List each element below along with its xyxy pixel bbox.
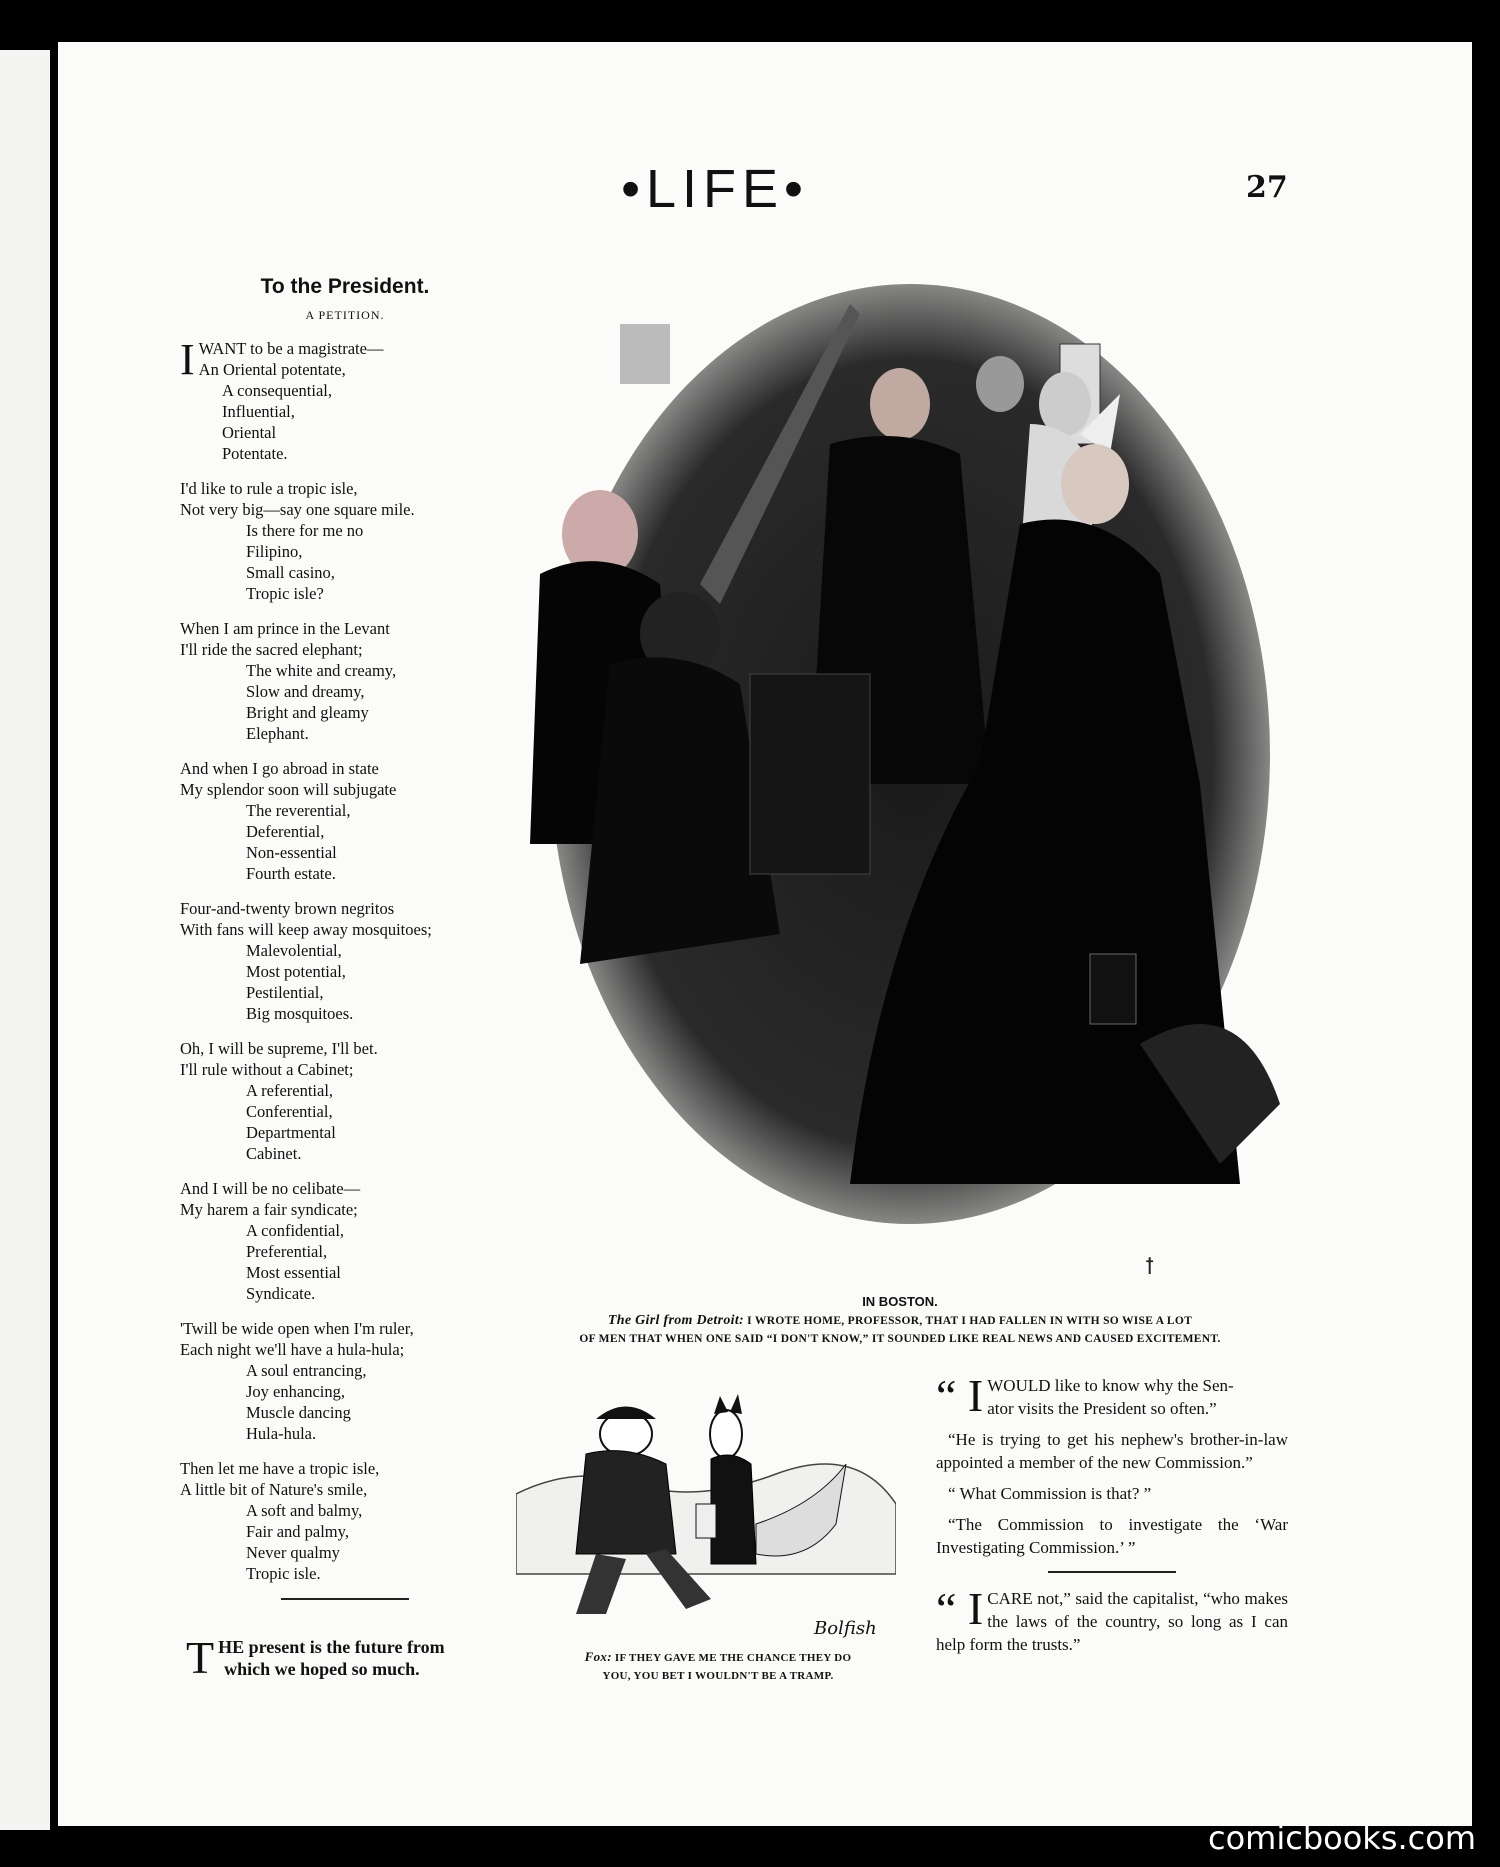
- poem-line: Tropic isle?: [246, 584, 324, 603]
- poem-line: Big mosquitoes.: [246, 1004, 354, 1023]
- caption-line: YOU, YOU BET I WOULDN'T BE A TRAMP.: [602, 1670, 834, 1682]
- poem-line: Elephant.: [246, 724, 309, 743]
- masthead: •LIFE•: [621, 159, 809, 219]
- standing-man-head: [870, 368, 930, 440]
- divider-rule: [1048, 1571, 1176, 1573]
- poem-title: To the President.: [260, 275, 430, 298]
- poem-line: Malevolential,: [246, 941, 342, 960]
- poem-line: Hula-hula.: [246, 1424, 317, 1443]
- caption-line: IF THEY GAVE ME THE CHANCE THEY DO: [614, 1652, 852, 1664]
- illustration-fox-and-tramp: [516, 1374, 896, 1644]
- poem-line: A confidential,: [246, 1221, 345, 1240]
- joke-capitalist: [936, 1583, 1288, 1656]
- poem-line: Each night we'll have a hula-hula;: [180, 1340, 405, 1359]
- poem-line: A consequential,: [222, 381, 332, 400]
- site-watermark: comicbooks.com: [1207, 1819, 1476, 1857]
- poem-line: I'll ride the sacred elephant;: [180, 640, 363, 659]
- poem-line: Not very big—say one square mile.: [180, 500, 415, 519]
- poem-line: My splendor soon will subjugate: [180, 780, 397, 799]
- poem-line: Tropic isle.: [246, 1564, 321, 1583]
- poem-line: I'll rule without a Cabinet;: [180, 1060, 354, 1079]
- poem-line: Influential,: [222, 402, 295, 421]
- poem-line: I'd like to rule a tropic isle,: [180, 479, 358, 498]
- poem-line: And when I go abroad in state: [180, 759, 379, 778]
- poem-line: Never qualmy: [246, 1543, 340, 1562]
- drop-cap: “ I: [936, 1583, 984, 1634]
- joke-line: ator visits the President so often.”: [987, 1399, 1217, 1418]
- jokes-column: [936, 1370, 1288, 1664]
- poem-line: With fans will keep away mosquitoes;: [180, 920, 432, 939]
- poem-line: Deferential,: [246, 822, 325, 841]
- poem-line: 'Twill be wide open when I'm ruler,: [180, 1319, 414, 1338]
- poem-stanza-5: [180, 898, 510, 1024]
- joke-line: “who makes the laws of the country, so long as I can help form the trusts.”: [936, 1589, 1288, 1654]
- poem-line: A referential,: [246, 1081, 334, 1100]
- epigram-line: which we hoped so much.: [224, 1659, 420, 1679]
- poem-line: Preferential,: [246, 1242, 328, 1261]
- poem-line: WANT to be a magistrate—: [198, 339, 384, 358]
- poem-line: Then let me have a tropic isle,: [180, 1459, 380, 1478]
- poem-line: Pestilential,: [246, 983, 324, 1002]
- poem-stanza-3: [180, 618, 510, 744]
- fox-caption: [528, 1648, 908, 1685]
- page-number: 27: [1246, 170, 1288, 205]
- top-hat: [1090, 954, 1136, 1024]
- poem-line: Oriental: [222, 423, 277, 442]
- joke-line: CARE not,” said the capitalist,: [987, 1589, 1199, 1608]
- poem-line: And I will be no celibate—: [180, 1179, 361, 1198]
- poem-stanza-6: [180, 1038, 510, 1164]
- poem-line: Muscle dancing: [246, 1403, 351, 1422]
- caption-line: I WROTE HOME, PROFESSOR, THAT I HAD FALLEN IN WITH SO WISE A LOT: [747, 1315, 1193, 1327]
- poem-line: Conferential,: [246, 1102, 333, 1121]
- illustration-caption: [520, 1312, 1280, 1348]
- wall-ornament: [620, 324, 670, 384]
- poem-line: Joy enhancing,: [246, 1382, 345, 1401]
- poem-line: Cabinet.: [246, 1144, 302, 1163]
- poem-line: When I am prince in the Levant: [180, 619, 390, 638]
- poem-line: Slow and dreamy,: [246, 682, 365, 701]
- poem-line: Potentate.: [222, 444, 288, 463]
- poem-line: Fair and palmy,: [246, 1522, 349, 1541]
- poem-line: Small casino,: [246, 563, 335, 582]
- poem-line: Filipino,: [246, 542, 303, 561]
- drop-cap: “ I: [936, 1370, 984, 1421]
- poem-line: My harem a fair syndicate;: [180, 1200, 358, 1219]
- tramp-body: [576, 1451, 676, 1554]
- poem-line: The reverential,: [246, 801, 351, 820]
- chair: [750, 674, 870, 874]
- joke-paragraph: “ What Commission is that? ”: [948, 1484, 1152, 1503]
- poem-subtitle: A PETITION.: [305, 308, 385, 322]
- lantern: [696, 1504, 716, 1538]
- joke-line: WOULD like to know why the Sen-: [987, 1376, 1234, 1395]
- poem-line: Departmental: [246, 1123, 336, 1142]
- poem: [180, 276, 510, 1614]
- fox-body: [711, 1455, 756, 1564]
- poem-line: Oh, I will be supreme, I'll bet.: [180, 1039, 378, 1058]
- illustration-title: IN BOSTON.: [862, 1294, 938, 1309]
- poem-line: Fourth estate.: [246, 864, 336, 883]
- poem-line: Most essential: [246, 1263, 341, 1282]
- background-man-head: [976, 356, 1024, 412]
- poem-line: Is there for me no: [246, 521, 364, 540]
- poem-stanza-2: [180, 478, 510, 604]
- poem-stanza-8: [180, 1318, 510, 1444]
- epigram: [186, 1632, 506, 1683]
- poem-stanzas: [180, 478, 510, 1584]
- poem-line: The white and creamy,: [246, 661, 397, 680]
- left-page-edge: [0, 50, 54, 1830]
- divider-rule: [281, 1598, 409, 1600]
- poem-line: Bright and gleamy: [246, 703, 369, 722]
- illustration-in-boston: [520, 284, 1290, 1276]
- caption-speaker: Fox:: [584, 1649, 612, 1664]
- caption-speaker: The Girl from Detroit:: [607, 1313, 744, 1328]
- artist-monogram: ꝉ: [1145, 1255, 1155, 1276]
- joke-senator: [936, 1370, 1288, 1421]
- poem-line: A soul entrancing,: [246, 1361, 367, 1380]
- poem-stanza-7: [180, 1178, 510, 1304]
- drop-cap: I: [180, 335, 195, 384]
- poem-line: An Oriental potentate,: [198, 360, 346, 379]
- poem-stanza-1: [180, 335, 510, 464]
- poem-line: Syndicate.: [246, 1284, 316, 1303]
- fox-head: [710, 1410, 742, 1458]
- poem-line: Most potential,: [246, 962, 346, 981]
- poem-stanza-4: [180, 758, 510, 884]
- drop-cap: T: [186, 1632, 215, 1683]
- poem-line: A soft and balmy,: [246, 1501, 363, 1520]
- seated-woman-head: [1061, 444, 1129, 524]
- caption-line: OF MEN THAT WHEN ONE SAID “I DON'T KNOW,” IT SOUNDED LIKE REAL NEWS AND CAUSED EXCITEMENT.: [579, 1333, 1221, 1345]
- page-binding: [50, 50, 58, 1830]
- poem-line: A little bit of Nature's smile,: [180, 1480, 368, 1499]
- joke-paragraph: “He is trying to get his nephew's brother-in-law appointed a member of the new Commission.”: [936, 1430, 1288, 1472]
- poem-line: Four-and-twenty brown negritos: [180, 899, 395, 918]
- poem-stanza-9: [180, 1458, 510, 1584]
- cartoonist-signature: Bolfish: [814, 1618, 877, 1639]
- joke-paragraph: “The Commission to investigate the ‘War Investigating Commission.’ ”: [936, 1515, 1288, 1557]
- poem-line: Non-essential: [246, 843, 337, 862]
- epigram-line: HE present is the future from: [218, 1637, 445, 1657]
